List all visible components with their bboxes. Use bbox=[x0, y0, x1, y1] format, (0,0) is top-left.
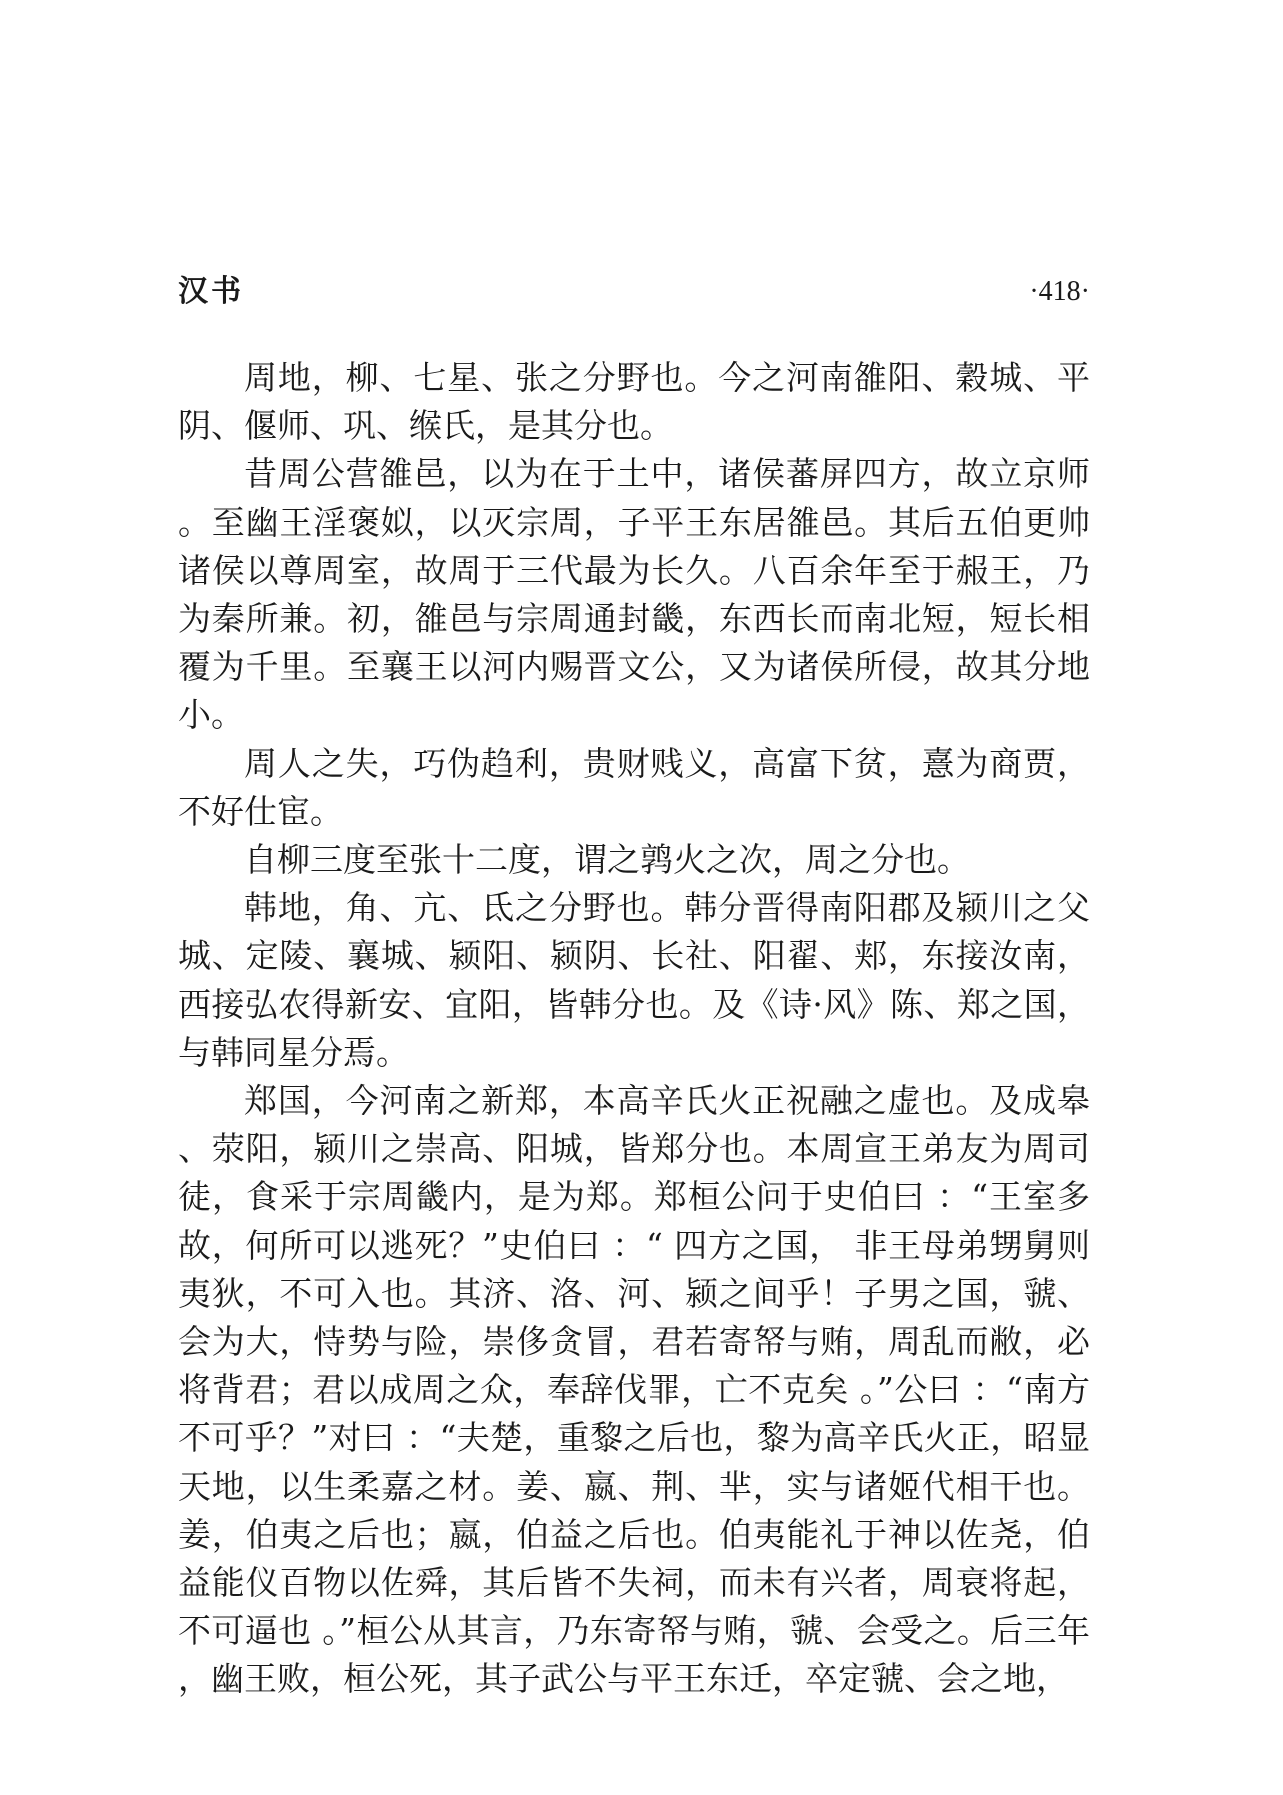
paragraph-zhou-territory: 周地，柳、七星、张之分野也。今之河南雒阳、穀城、平阴、偃师、巩、缑氏，是其分也。 bbox=[178, 358, 1090, 446]
paragraph-zheng-state: 郑国，今河南之新郑，本高辛氏火正祝融之虚也。及成皋、荥阳，颍川之崇高、阳城，皆郑分也。本周宣王弟友为周司徒，食采于宗周畿内，是为郑。郑桓公问于史伯曰 ：“王室多故，何所可以逃死？”史伯曰 ：“ 四方之国， 非王母弟甥舅则夷狄，不可入也。其济、洛、河、颍之间乎！子男之国，虢、会为大，恃势与险，崇侈贪冒，君若寄帑与贿，周乱而敝，必将背君；君以成周之众，奉辞伐罪，亡不克矣 。”公曰 ：“南方不可乎？”对曰 ：“夫楚，重黎之后也，黎为高辛氏火正，昭显天地，以生柔嘉之材。姜、嬴、荆、芈，实与诸姬代相干也。姜，伯夷之后也；嬴，伯益之后也。伯夷能礼于神以佐尧，伯益能仪百物以佐舜，其后皆不失祠，而未有兴者，周衰将起，不可逼也 。”桓公从其言，乃东寄帑与贿，虢、会受之。后三年，幽王败，桓公死，其子武公与平王东迁，卒定虢、会之地， bbox=[178, 1081, 1090, 1699]
page-header bbox=[178, 268, 1090, 316]
paragraph-zhou-customs: 周人之失，巧伪趋利，贵财贱义，高富下贫，憙为商贾，不好仕宦。 bbox=[178, 743, 1090, 831]
book-title: 汉书 bbox=[178, 274, 244, 309]
paragraph-zhou-history: 昔周公营雒邑，以为在于土中，诸侯蕃屏四方，故立京师。至幽王淫褒姒，以灭宗周，子平王东居雒邑。其后五伯更帅诸侯以尊周室，故周于三代最为长久。八百余年至于赧王，乃为秦所兼。初，雒邑与宗周通封畿，东西长而南北短，短长相覆为千里。至襄王以河内赐晋文公，又为诸侯所侵，故其分地小。 bbox=[178, 454, 1090, 735]
body-text bbox=[178, 354, 1090, 1704]
page-number: ·418· bbox=[1029, 276, 1090, 307]
paragraph-zhou-star-division: 自柳三度至张十二度，谓之鹑火之次，周之分也。 bbox=[244, 840, 970, 880]
paragraph-han-territory: 韩地，角、亢、氐之分野也。韩分晋得南阳郡及颍川之父城、定陵、襄城、颍阳、颍阴、长社、阳翟、郏，东接汝南，西接弘农得新安、宜阳，皆韩分也。及《诗·风》陈、郑之国，与韩同星分焉。 bbox=[178, 888, 1090, 1072]
